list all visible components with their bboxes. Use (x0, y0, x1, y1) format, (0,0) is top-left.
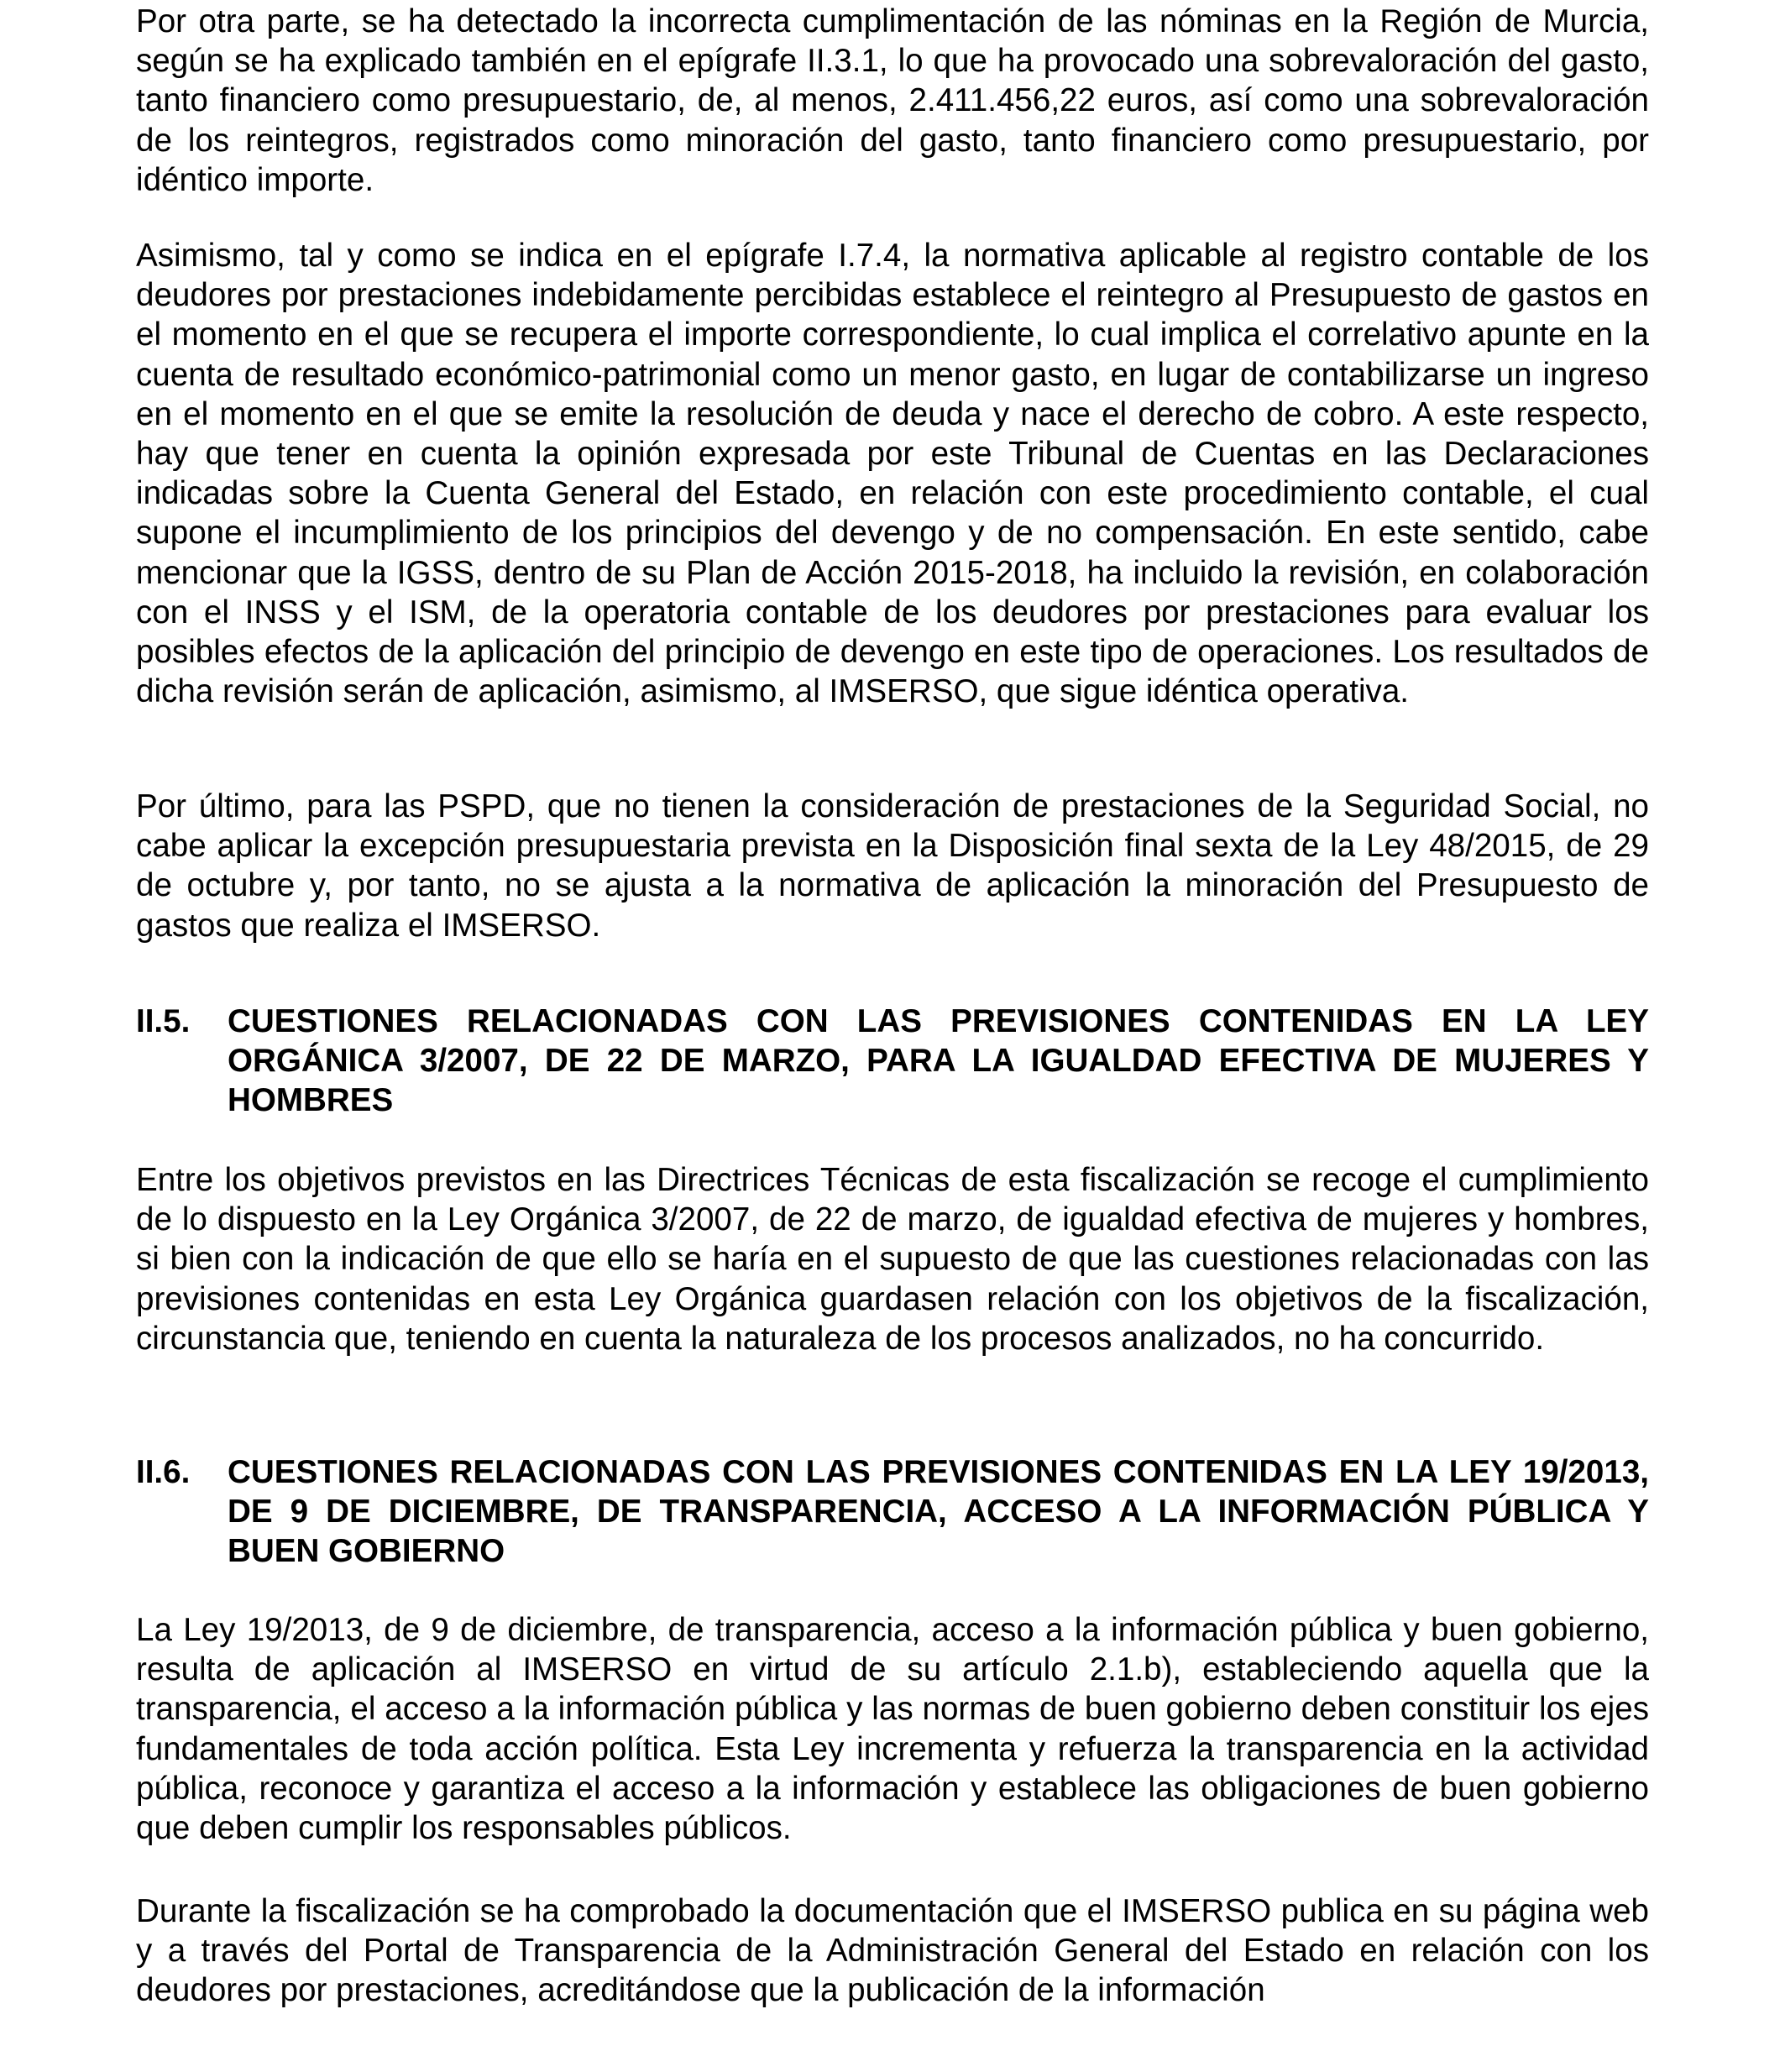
section-heading-ii6 (136, 1452, 1649, 1572)
section-title: CUESTIONES RELACIONADAS CON LAS PREVISIONES CONTENIDAS EN LA LEY 19/2013, DE 9 DE DICIEMBRE, DE TRANSPARENCIA, ACCESO A LA INFORMACIÓN PÚBLICA Y BUEN GOBIERNO (228, 1454, 1649, 1570)
paragraph-murcia-payroll: Por otra parte, se ha detectado la incorrecta cumplimentación de las nóminas en la Región de Murcia, según se ha explicado también en el epígrafe II.3.1, lo que ha provocado una sobrevaloración del gasto, tanto financiero como presupuestario, de, al menos, 2.411.456,22 euros, así como una sobrevaloración de los reintegros, registrados como minoración del gasto, tanto financiero como presupuestario, por idéntico importe. (136, 3, 1649, 198)
paragraph-equality-law: Entre los objetivos previstos en las Directrices Técnicas de esta fiscalización se recoge el cumplimiento de lo dispuesto en la Ley Orgánica 3/2007, de 22 de marzo, de igualdad efectiva de mujeres y hombres, si bien con la indicación de que ello se haría en el supuesto de que las cuestiones relacionadas con las previsiones contenidas en esta Ley Orgánica guardasen relación con los objetivos de la fiscalización, circunstancia que, teniendo en cuenta la naturaleza de los procesos analizados, no ha concurrido. (136, 1162, 1649, 1357)
section-number: II.5. (136, 1003, 191, 1039)
section-title: CUESTIONES RELACIONADAS CON LAS PREVISIONES CONTENIDAS EN LA LEY ORGÁNICA 3/2007, DE 22 DE MARZO, PARA LA IGUALDAD EFECTIVA DE MUJERES Y HOMBRES (228, 1003, 1649, 1119)
section-heading-ii5 (136, 1002, 1649, 1121)
paragraph-debtors-accounting: Asimismo, tal y como se indica en el epígrafe I.7.4, la normativa aplicable al registro contable de los deudores por prestaciones indebidamente percibidas establece el reintegro al Presupuesto de gastos en el momento en el que se recupera el importe correspondiente, lo cual implica el correlativo apunte en la cuenta de resultado económico-patrimonial como un menor gasto, en lugar de contabilizarse un ingreso en el momento en el que se emite la resolución de deuda y nace el derecho de cobro. A este respecto, hay que tener en cuenta la opinión expresada por este Tribunal de Cuentas en las Declaraciones indicadas sobre la Cuenta General del Estado, en relación con este procedimiento contable, el cual supone el incumplimiento de los principios del devengo y de no compensación. En este sentido, cabe mencionar que la IGSS, dentro de su Plan de Acción 2015-2018, ha incluido la revisión, en colaboración con el INSS y el ISM, de la operatoria contable de los deudores por prestaciones para evaluar los posibles efectos de la aplicación del principio de devengo en este tipo de operaciones. Los resultados de dicha revisión serán de aplicación, asimismo, al IMSERSO, que sigue idéntica operativa. (136, 238, 1649, 710)
section-number: II.6. (136, 1454, 191, 1490)
paragraph-pspd: Por último, para las PSPD, que no tienen la consideración de prestaciones de la Seguridad Social, no cabe aplicar la excepción presupuestaria prevista en la Disposición final sexta de la Ley 48/2015, de 29 de octubre y, por tanto, no se ajusta a la normativa de aplicación la minoración del Presupuesto de gastos que realiza el IMSERSO. (136, 788, 1649, 944)
paragraph-transparency-portal: Durante la fiscalización se ha comprobado la documentación que el IMSERSO publica en su página web y a través del Portal de Transparencia de la Administración General del Estado en relación con los deudores por prestaciones, acreditándose que la publicación de la información (136, 1893, 1649, 2009)
paragraph-transparency-law: La Ley 19/2013, de 9 de diciembre, de transparencia, acceso a la información pública y buen gobierno, resulta de aplicación al IMSERSO en virtud de su artículo 2.1.b), estableciendo aquella que la transparencia, el acceso a la información pública y las normas de buen gobierno deben constituir los ejes fundamentales de toda acción política. Esta Ley incrementa y refuerza la transparencia en la actividad pública, reconoce y garantiza el acceso a la información y establece las obligaciones de buen gobierno que deben cumplir los responsables públicos. (136, 1612, 1649, 1847)
